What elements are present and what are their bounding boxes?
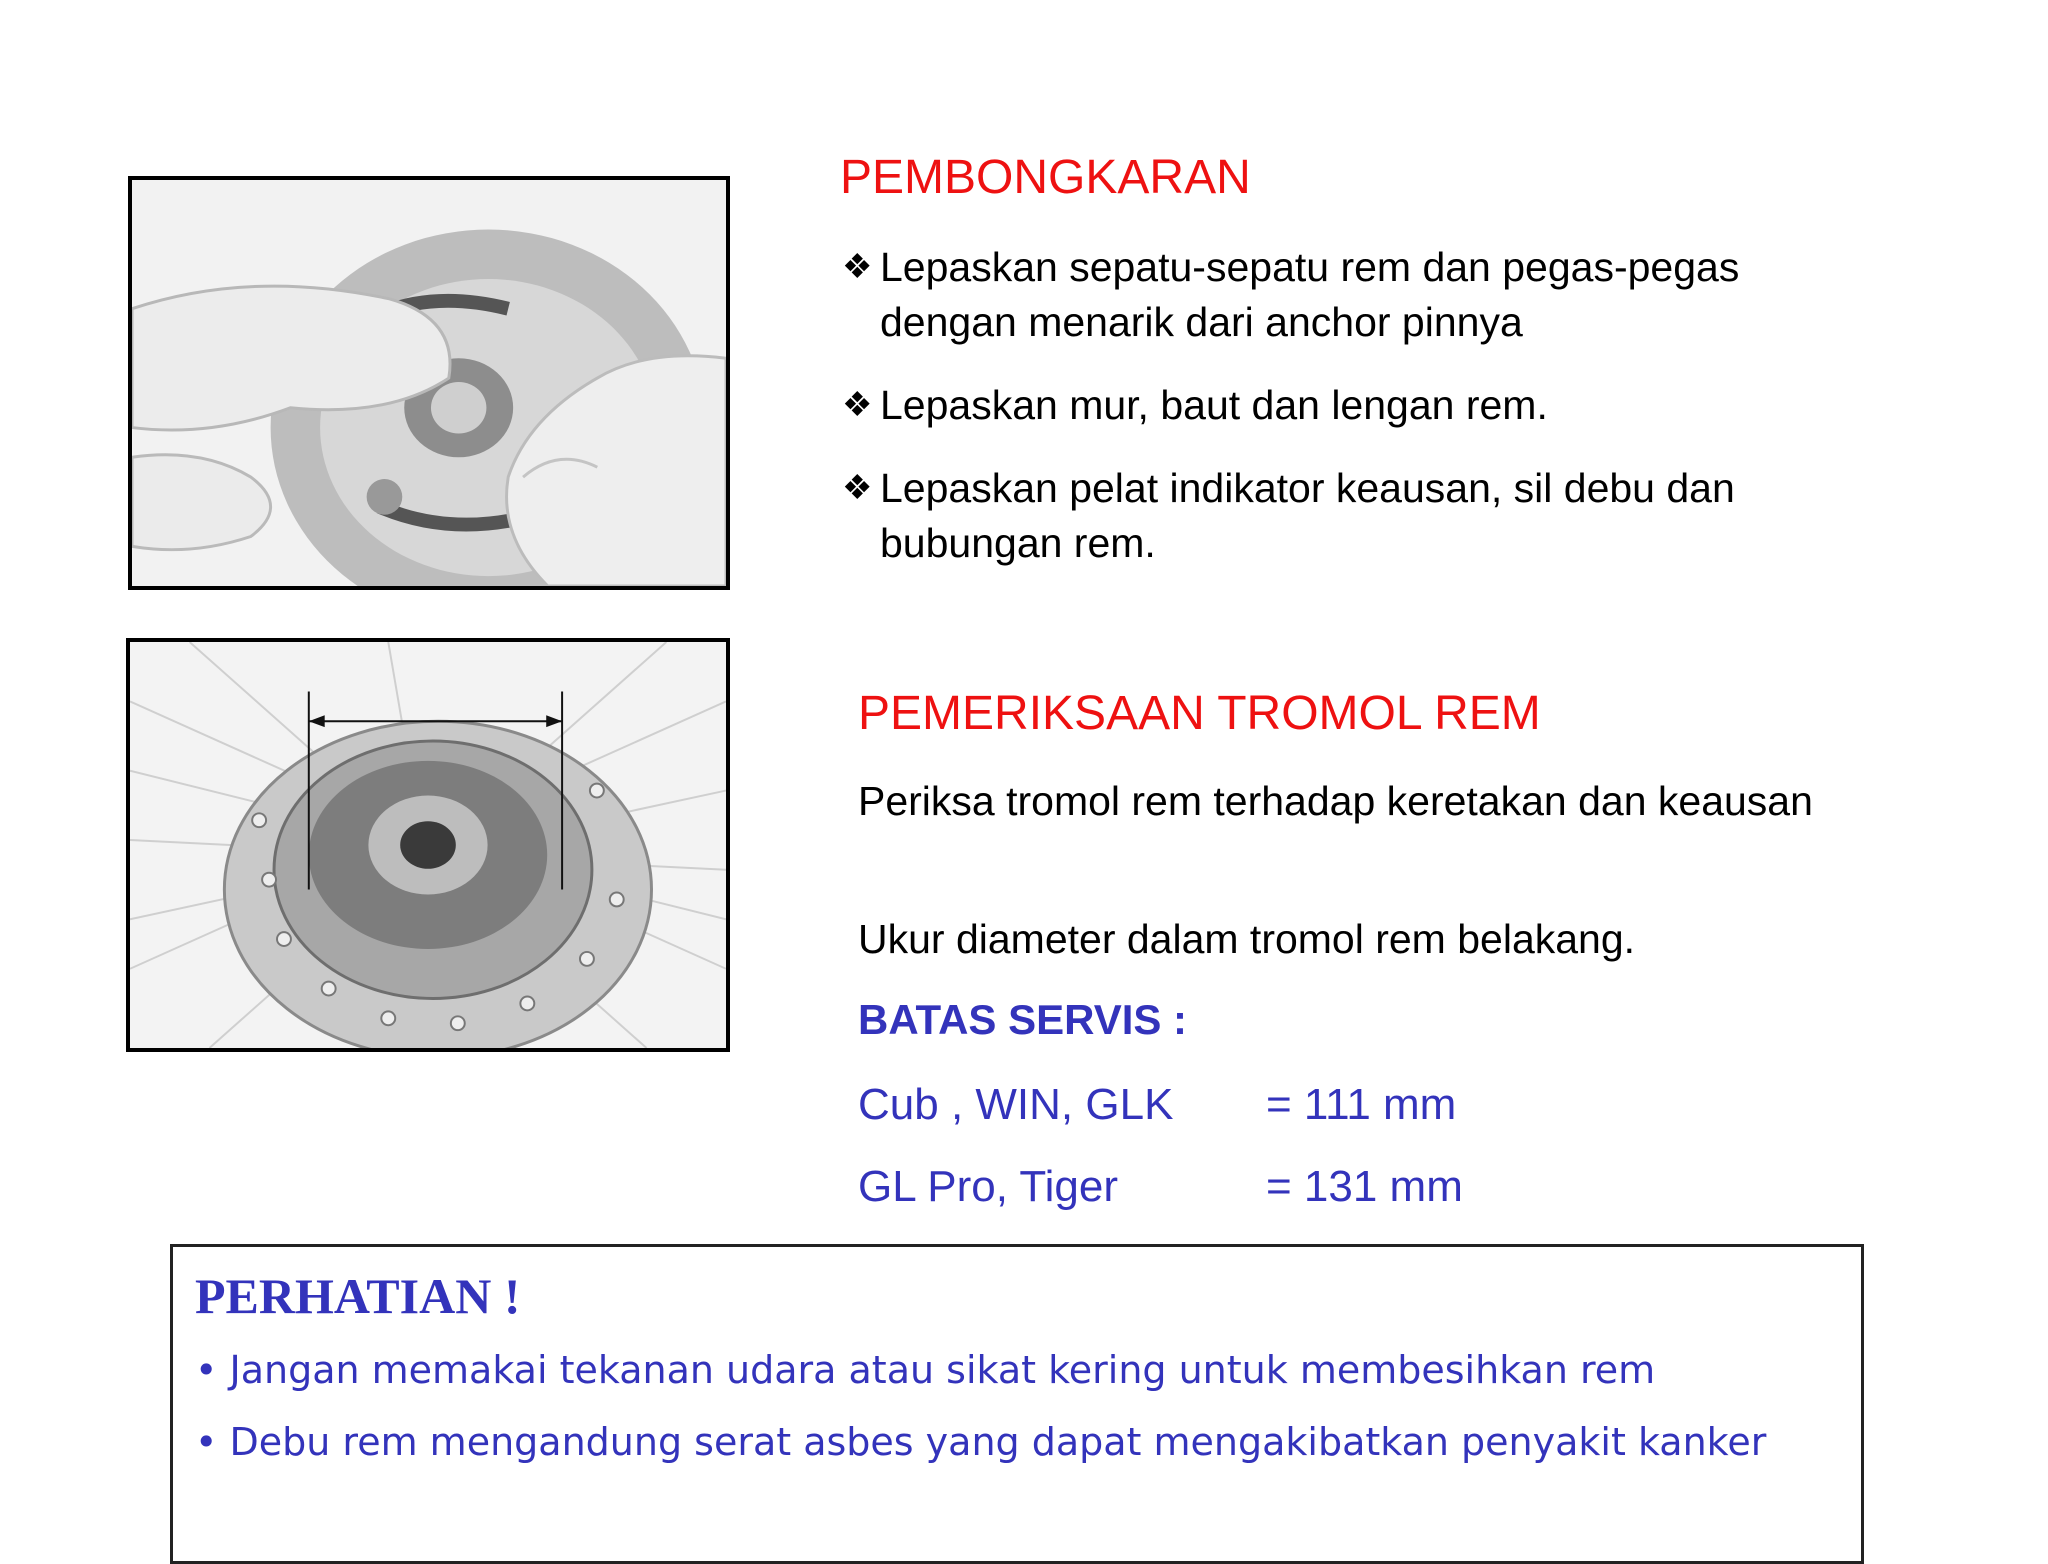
diamond-bullet-icon: ❖ xyxy=(842,386,873,424)
caution-box xyxy=(170,1244,1864,1564)
diamond-bullet-icon: ❖ xyxy=(842,469,873,507)
limit-value: = 131 mm xyxy=(1266,1162,1463,1211)
step-text: Lepaskan sepatu-sepatu rem dan pegas-pegas dengan menarik dari anchor pinnya xyxy=(880,244,1740,345)
disassembly-step xyxy=(842,240,1852,350)
step-text: Lepaskan pelat indikator keausan, sil debu dan bubungan rem. xyxy=(880,465,1735,566)
limit-model: Cub , WIN, GLK xyxy=(858,1080,1174,1129)
brake-drum-measurement-illustration xyxy=(130,642,726,1048)
disassembly-step xyxy=(842,461,1852,571)
caution-title: PERHATIAN ! xyxy=(195,1268,521,1324)
limit-model: GL Pro, Tiger xyxy=(858,1162,1119,1211)
caution-item: • Debu rem mengandung serat asbes yang dapat mengakibatkan penyakit kanker xyxy=(195,1420,1767,1464)
disassembly-step xyxy=(842,378,1852,433)
brake-shoe-removal-illustration xyxy=(132,180,726,586)
caution-item: • Jangan memakai tekanan udara atau sikat kering untuk membesihkan rem xyxy=(195,1348,1656,1392)
inspection-paragraph: Ukur diameter dalam tromol rem belakang. xyxy=(858,916,1636,962)
inspection-paragraph: Periksa tromol rem terhadap keretakan dan keausan xyxy=(858,778,1813,824)
brake-drum-hub-photo xyxy=(126,638,730,1052)
inspection-heading: PEMERIKSAAN TROMOL REM xyxy=(858,687,1541,740)
limit-value: = 111 mm xyxy=(1266,1080,1457,1129)
service-limit-title: BATAS SERVIS : xyxy=(858,996,1188,1043)
step-text: Lepaskan mur, baut dan lengan rem. xyxy=(880,382,1548,428)
disassembly-heading: PEMBONGKARAN xyxy=(840,151,1251,204)
brake-shoe-removal-photo xyxy=(128,176,730,590)
diamond-bullet-icon: ❖ xyxy=(842,248,873,286)
